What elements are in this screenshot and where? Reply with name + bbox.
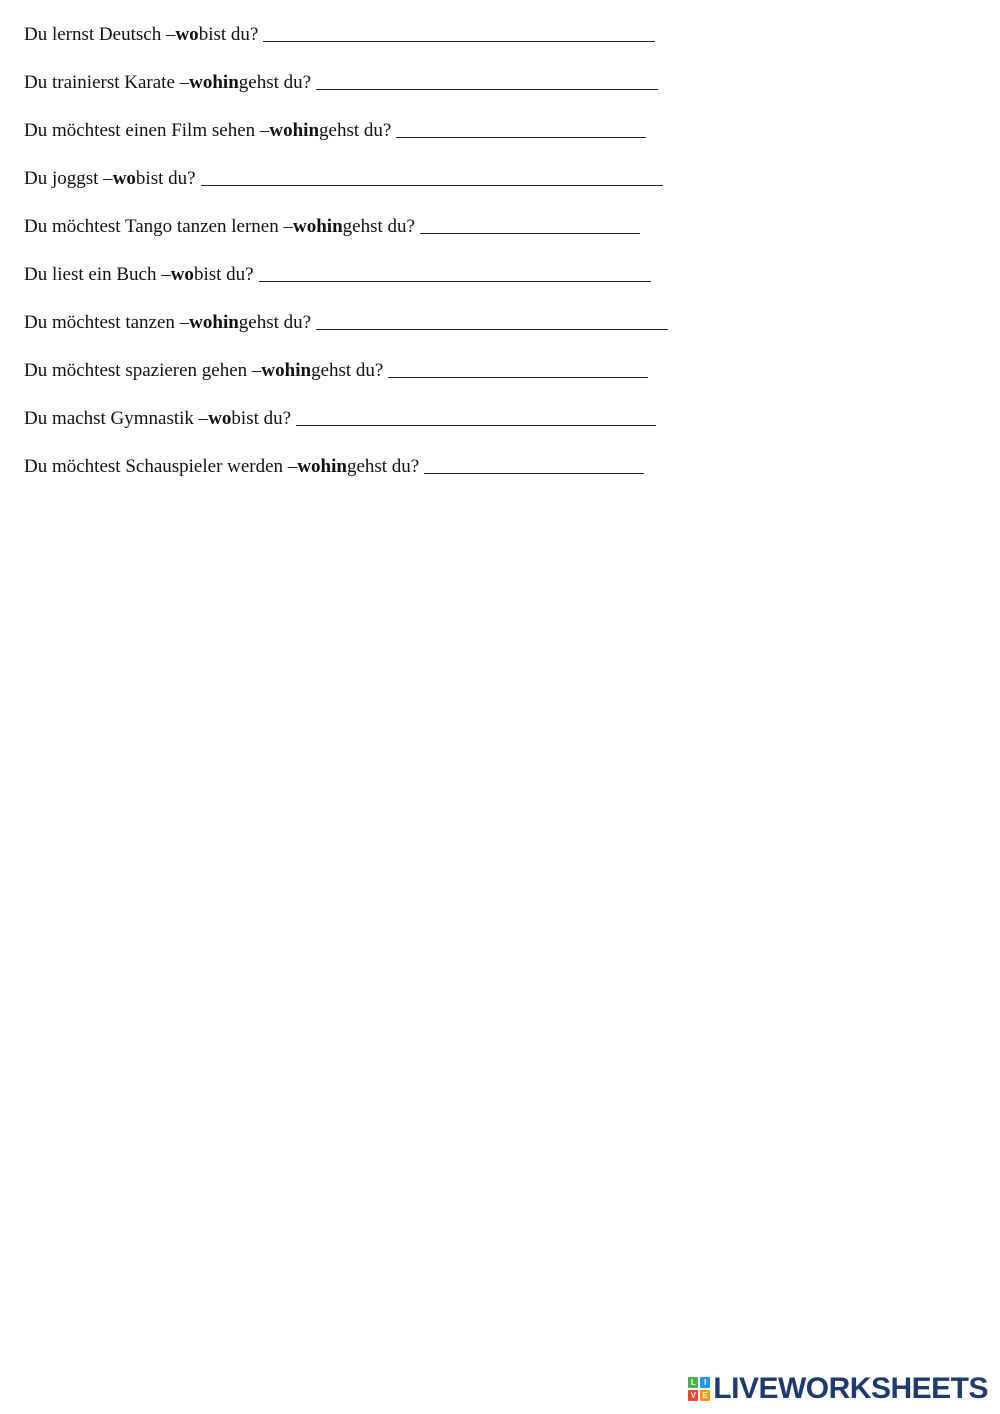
question-keyword: wo bbox=[175, 24, 199, 45]
logo-text: LIVEWORKSHEETS bbox=[713, 1372, 988, 1405]
answer-blank[interactable] bbox=[420, 216, 640, 234]
answer-blank[interactable] bbox=[296, 408, 656, 426]
question-line-8 bbox=[24, 358, 648, 386]
question-keyword: wo bbox=[112, 168, 136, 189]
question-text-end: bist du? bbox=[135, 168, 196, 189]
question-text-end: gehst du? bbox=[346, 456, 420, 477]
question-keyword: wohin bbox=[261, 360, 312, 381]
question-keyword: wo bbox=[208, 408, 232, 429]
answer-blank[interactable] bbox=[259, 264, 651, 282]
question-text: Du möchtest einen Film sehen – bbox=[24, 120, 270, 141]
question-text: Du möchtest spazieren gehen – bbox=[24, 360, 262, 381]
question-text-end: gehst du? bbox=[319, 120, 392, 141]
liveworksheets-logo bbox=[688, 1374, 988, 1404]
question-text: Du machst Gymnastik – bbox=[24, 408, 209, 429]
question-keyword: wohin bbox=[189, 72, 239, 93]
question-line-2 bbox=[24, 70, 658, 98]
question-text-end: gehst du? bbox=[238, 312, 312, 333]
question-keyword: wohin bbox=[297, 456, 347, 477]
answer-blank[interactable] bbox=[396, 120, 646, 138]
logo-icon-tile: E bbox=[700, 1390, 710, 1401]
logo-icon-tile: L bbox=[688, 1377, 698, 1388]
question-text-end: bist du? bbox=[198, 24, 259, 45]
question-keyword: wohin bbox=[189, 312, 239, 333]
question-text-end: gehst du? bbox=[238, 72, 312, 93]
question-line-10 bbox=[24, 454, 644, 482]
question-text-end: gehst du? bbox=[311, 360, 384, 381]
question-line-9 bbox=[24, 406, 656, 434]
answer-blank[interactable] bbox=[388, 360, 648, 378]
question-text-end: gehst du? bbox=[342, 216, 415, 237]
question-line-5 bbox=[24, 214, 640, 242]
question-line-4 bbox=[24, 166, 663, 194]
question-keyword: wohin bbox=[293, 216, 343, 237]
question-text-end: bist du? bbox=[231, 408, 292, 429]
question-text-end: bist du? bbox=[193, 264, 254, 285]
question-text: Du trainierst Karate – bbox=[24, 72, 190, 93]
question-line-6 bbox=[24, 262, 651, 290]
question-line-1 bbox=[24, 22, 655, 50]
logo-icon-tile: I bbox=[700, 1377, 710, 1388]
answer-blank[interactable] bbox=[316, 312, 668, 330]
question-line-7 bbox=[24, 310, 668, 338]
question-text: Du möchtest Tango tanzen lernen – bbox=[24, 216, 293, 237]
answer-blank[interactable] bbox=[316, 72, 658, 90]
question-text: Du möchtest Schauspieler werden – bbox=[24, 456, 298, 477]
liveworksheets-logo-icon bbox=[688, 1377, 710, 1401]
question-line-3 bbox=[24, 118, 646, 146]
question-keyword: wo bbox=[170, 264, 194, 285]
logo-icon-tile: V bbox=[688, 1390, 698, 1401]
answer-blank[interactable] bbox=[201, 168, 663, 186]
question-text: Du joggst – bbox=[24, 168, 113, 189]
answer-blank[interactable] bbox=[424, 456, 644, 474]
question-text: Du möchtest tanzen – bbox=[24, 312, 190, 333]
question-text: Du lernst Deutsch – bbox=[24, 24, 176, 45]
answer-blank[interactable] bbox=[263, 24, 655, 42]
question-keyword: wohin bbox=[269, 120, 320, 141]
question-text: Du liest ein Buch – bbox=[24, 264, 171, 285]
